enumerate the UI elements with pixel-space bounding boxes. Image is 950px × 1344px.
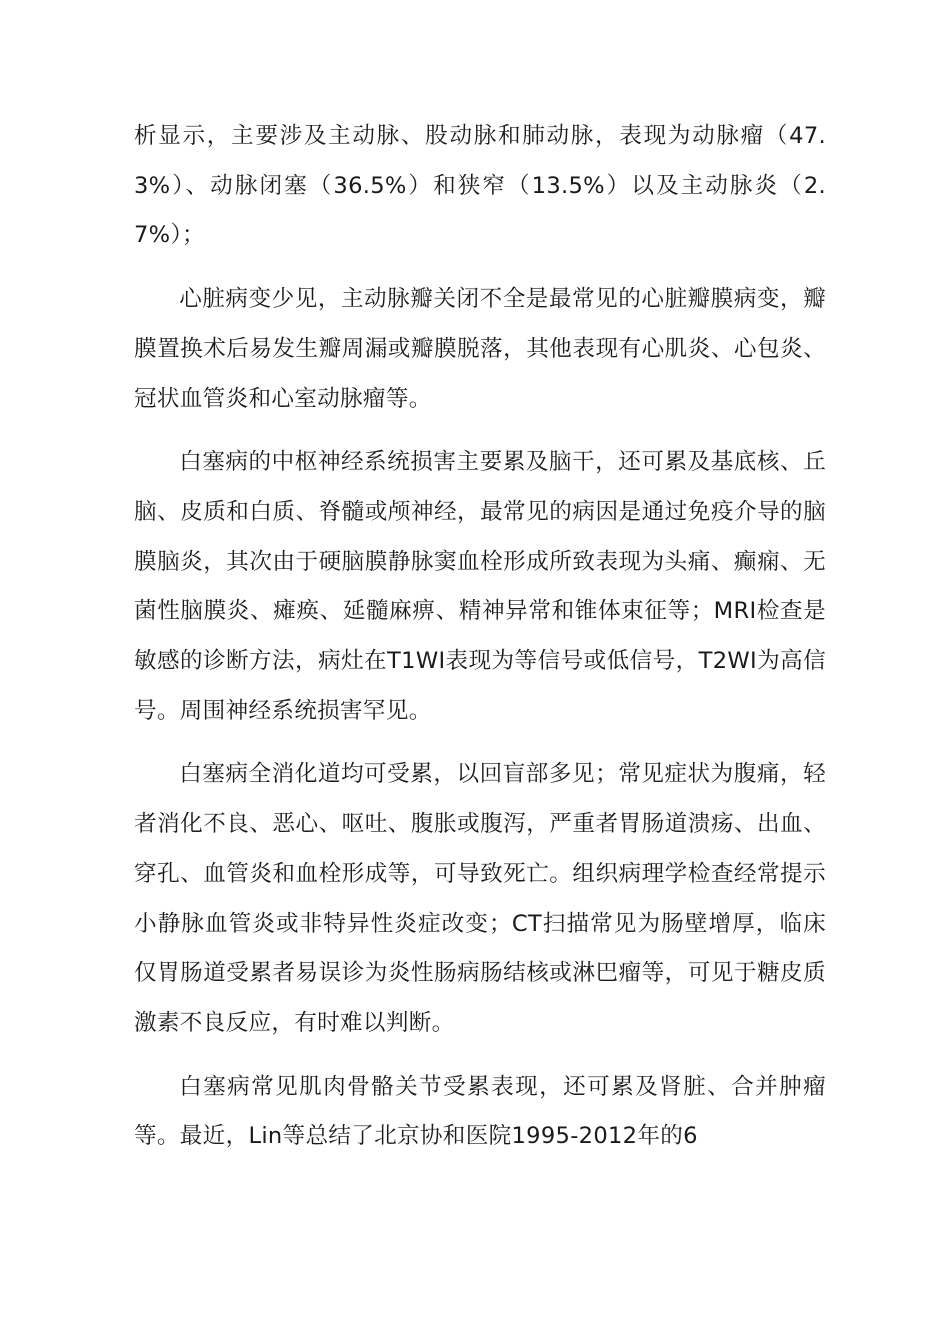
document-body: [134, 112, 826, 1176]
paragraph-musculoskeletal: 白塞病常见肌肉骨骼关节受累表现，还可累及肾脏、合并肿瘤等。最近，Lin等总结了北京协和医院1995-2012年的6: [134, 1073, 826, 1150]
paragraph-cardiac: 心脏病变少见，主动脉瓣关闭不全是最常见的心脏瓣膜病变，瓣膜置换术后易发生瓣周漏或瓣膜脱落，其他表现有心肌炎、心包炎、冠状血管炎和心室动脉瘤等。: [134, 286, 826, 412]
paragraph-neurologic: 白塞病的中枢神经系统损害主要累及脑干，还可累及基底核、丘脑、皮质和白质、脊髓或颅神经，最常见的病因是通过免疫介导的脑膜脑炎，其次由于硬脑膜静脉窦血栓形成所致表现为头痛、癫痫、无菌性脑膜炎、瘫痪、延髓麻痹、精神异常和锥体束征等；MRI检查是敏感的诊断方法，病灶在T1WI表现为等信号或低信号，T2WI为高信号。周围神经系统损害罕见。: [134, 449, 826, 724]
paragraph-gastrointestinal: 白塞病全消化道均可受累，以回盲部多见；常见症状为腹痛，轻者消化不良、恶心、呕吐、腹胀或腹泻，严重者胃肠道溃疡、出血、穿孔、血管炎和血栓形成等，可导致死亡。组织病理学检查经常提示小静脉血管炎或非特异性炎症改变；CT扫描常见为肠壁增厚，临床仅胃肠道受累者易误诊为炎性肠病肠结核或淋巴瘤等，可见于糖皮质激素不良反应，有时难以判断。: [134, 761, 826, 1036]
paragraph-vascular-continued: 析显示，主要涉及主动脉、股动脉和肺动脉，表现为动脉瘤（47.3%）、动脉闭塞（36.5%）和狭窄（13.5%）以及主动脉炎（2.7%）；: [134, 123, 826, 249]
